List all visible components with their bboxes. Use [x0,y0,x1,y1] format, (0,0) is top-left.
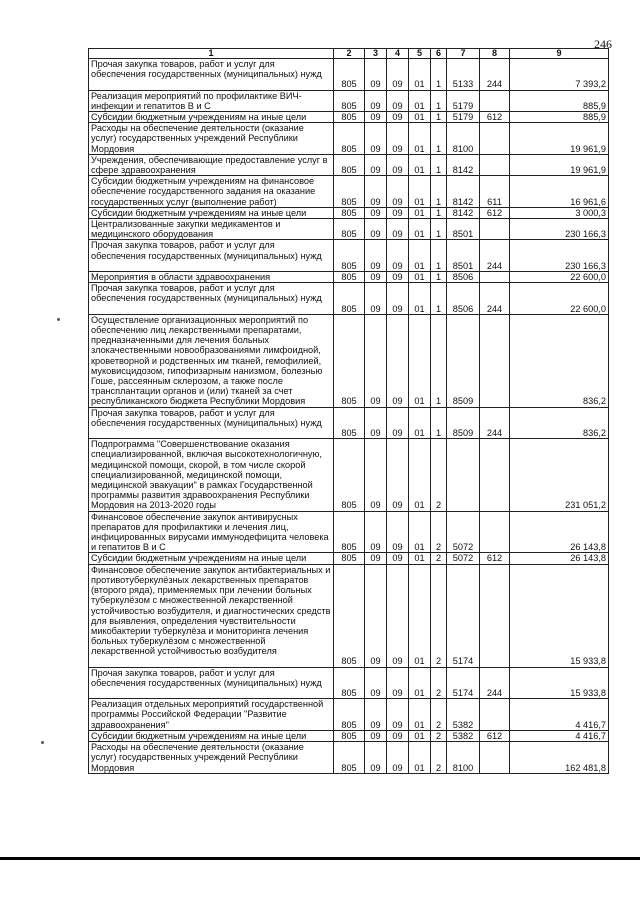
row-description: Финансовое обеспечение закупок антибактериальных и противотуберкулёзных лекарственных препаратов (второго ряда), применяемых при лечении больных туберкулёзом с множественной лекарственной устойчивостью возбудителя, и диагностических средств для выявления, определения чувствительности микобактерии туберкулёза и мониторинга лечения больных туберкулёзом с множественной лекарственной устойчивостью возбудителя [89,564,334,667]
row-code: 09 [387,123,409,155]
table-row [89,154,609,175]
row-code: 09 [387,219,409,240]
row-amount: 15 933,8 [510,564,609,667]
table-row [89,730,609,741]
scan-speck [57,318,60,321]
row-code: 09 [365,699,387,731]
row-code: 2 [431,564,447,667]
table-row [89,742,609,774]
column-header: 8 [480,49,510,59]
page-bottom-rule [0,857,640,860]
table-row [89,553,609,564]
row-code: 09 [387,742,409,774]
row-description: Осуществление организационных мероприятий по обеспечению лиц лекарственными препаратами, предназначенными для лечения больных злокачественными новообразованиями лимфоидной, кроветворной и родственных им тканей, гемофилией, муковисцидозом, гипофизарным нанизмом, болезнью Гоше, рассеянным склерозом, а также после трансплантации органов и (или) тканей за счет республиканского бюджета Республики Мордовия [89,314,334,407]
row-code: 1 [431,123,447,155]
row-code: 805 [334,90,365,111]
row-code: 5133 [447,59,480,91]
row-amount: 19 961,9 [510,123,609,155]
row-code: 09 [387,59,409,91]
row-code: 09 [387,407,409,439]
row-code: 1 [431,154,447,175]
row-code: 2 [431,439,447,511]
row-code: 1 [431,219,447,240]
table-row [89,219,609,240]
table-row [89,283,609,315]
row-amount: 231 051,2 [510,439,609,511]
row-code: 1 [431,283,447,315]
row-code: 805 [334,407,365,439]
row-code: 09 [387,667,409,699]
row-code: 805 [334,564,365,667]
row-code: 09 [365,553,387,564]
row-amount: 19 961,9 [510,154,609,175]
row-code: 805 [334,314,365,407]
row-code: 805 [334,742,365,774]
row-code: 5382 [447,730,480,741]
column-header: 9 [510,49,609,59]
row-code: 09 [365,176,387,208]
scan-speck [41,741,44,744]
column-header: 1 [89,49,334,59]
row-code: 09 [387,283,409,315]
row-code: 09 [365,564,387,667]
row-code: 01 [409,112,431,123]
row-code [480,742,510,774]
row-amount: 4 416,7 [510,730,609,741]
table-row [89,564,609,667]
row-code: 09 [365,59,387,91]
row-code: 8142 [447,207,480,218]
row-code: 805 [334,123,365,155]
row-code: 01 [409,123,431,155]
column-header: 3 [365,49,387,59]
row-code: 5072 [447,511,480,553]
row-code: 1 [431,90,447,111]
row-code: 01 [409,439,431,511]
row-code: 805 [334,112,365,123]
row-code: 09 [365,112,387,123]
row-code: 805 [334,699,365,731]
row-code: 09 [387,699,409,731]
column-header: 7 [447,49,480,59]
row-code: 1 [431,59,447,91]
row-code: 8142 [447,176,480,208]
row-code: 1 [431,112,447,123]
row-code [447,439,480,511]
row-code: 2 [431,553,447,564]
row-code: 09 [387,272,409,283]
row-code: 244 [480,283,510,315]
row-code: 09 [387,439,409,511]
table-row [89,272,609,283]
row-code: 805 [334,439,365,511]
column-header: 6 [431,49,447,59]
table-header-row [89,49,609,59]
row-amount: 26 143,8 [510,553,609,564]
table-row [89,176,609,208]
row-amount: 885,9 [510,112,609,123]
row-amount: 836,2 [510,407,609,439]
row-description: Реализация отдельных мероприятий государственной программы Российской Федерации "Развитие здравоохранения" [89,699,334,731]
row-code: 805 [334,207,365,218]
row-description: Прочая закупка товаров, работ и услуг для обеспечения государственных (муниципальных) нужд [89,407,334,439]
table-row [89,123,609,155]
row-description: Финансовое обеспечение закупок антивирусных препаратов для профилактики и лечения лиц, инфицированных вирусами иммунодефицита человека и гепатитов В и С [89,511,334,553]
row-code: 8100 [447,123,480,155]
row-description: Субсидии бюджетным учреждениям на иные цели [89,207,334,218]
table-row [89,207,609,218]
row-code: 805 [334,730,365,741]
row-code: 805 [334,511,365,553]
row-code: 612 [480,553,510,564]
row-description: Прочая закупка товаров, работ и услуг для обеспечения государственных (муниципальных) нужд [89,59,334,91]
row-code: 805 [334,154,365,175]
row-amount: 15 933,8 [510,667,609,699]
row-code: 805 [334,283,365,315]
row-code: 5072 [447,553,480,564]
row-code: 09 [365,439,387,511]
row-code: 8506 [447,283,480,315]
row-code: 09 [387,154,409,175]
row-code: 01 [409,59,431,91]
row-code: 09 [387,176,409,208]
row-description: Прочая закупка товаров, работ и услуг для обеспечения государственных (муниципальных) нужд [89,283,334,315]
row-amount: 162 481,8 [510,742,609,774]
row-code: 5382 [447,699,480,731]
row-code: 805 [334,272,365,283]
row-code: 244 [480,240,510,272]
row-code: 09 [387,511,409,553]
table-row [89,439,609,511]
row-code: 01 [409,283,431,315]
row-code: 09 [387,90,409,111]
row-amount: 22 600,0 [510,283,609,315]
row-description: Мероприятия в области здравоохранения [89,272,334,283]
row-description: Субсидии бюджетным учреждениям на иные цели [89,112,334,123]
row-description: Расходы на обеспечение деятельности (оказание услуг) государственных учреждений Республики Мордовия [89,123,334,155]
row-code: 2 [431,730,447,741]
row-code: 01 [409,730,431,741]
row-amount: 885,9 [510,90,609,111]
row-code: 09 [365,314,387,407]
row-code [480,699,510,731]
row-code: 8142 [447,154,480,175]
row-description: Субсидии бюджетным учреждениям на финансовое обеспечение государственного задания на оказание государственных услуг (выполнение работ) [89,176,334,208]
table-row [89,314,609,407]
row-code: 1 [431,207,447,218]
row-code: 8509 [447,407,480,439]
row-code: 01 [409,314,431,407]
row-code: 8100 [447,742,480,774]
row-code: 8501 [447,219,480,240]
column-header: 5 [409,49,431,59]
row-code: 01 [409,564,431,667]
row-code: 805 [334,667,365,699]
row-code: 612 [480,730,510,741]
budget-table [88,48,609,774]
row-code: 5174 [447,667,480,699]
row-amount: 4 416,7 [510,699,609,731]
table-row [89,59,609,91]
row-code [480,90,510,111]
row-code: 09 [365,90,387,111]
row-description: Подпрограмма "Совершенствование оказания специализированной, включая высокотехнологичную, медицинской помощи, скорой, в том числе скорой специализированной, медицинской помощи, медицинской эвакуации" в рамках Государственной программы развития здравоохранения Республики Мордовия на 2013-2020 годы [89,439,334,511]
row-code: 5174 [447,564,480,667]
row-amount: 22 600,0 [510,272,609,283]
row-code [480,511,510,553]
row-code: 805 [334,553,365,564]
row-code: 09 [387,240,409,272]
row-code: 805 [334,219,365,240]
row-code: 09 [387,564,409,667]
row-code: 805 [334,240,365,272]
row-code: 09 [365,207,387,218]
row-code: 1 [431,314,447,407]
row-code: 09 [365,240,387,272]
row-description: Прочая закупка товаров, работ и услуг для обеспечения государственных (муниципальных) нужд [89,667,334,699]
row-code: 5179 [447,112,480,123]
row-description: Учреждения, обеспечивающие предоставление услуг в сфере здравоохранения [89,154,334,175]
row-amount: 230 166,3 [510,240,609,272]
row-code: 01 [409,742,431,774]
row-description: Субсидии бюджетным учреждениям на иные цели [89,553,334,564]
page-number: 246 [594,37,612,51]
row-amount: 26 143,8 [510,511,609,553]
row-code [480,219,510,240]
table-row [89,667,609,699]
row-code: 244 [480,59,510,91]
row-code: 01 [409,667,431,699]
row-code: 5179 [447,90,480,111]
row-code [480,154,510,175]
row-code: 09 [365,742,387,774]
row-code: 611 [480,176,510,208]
row-code: 612 [480,112,510,123]
column-header: 2 [334,49,365,59]
row-code: 01 [409,553,431,564]
row-code: 09 [365,123,387,155]
table-row [89,90,609,111]
table-row [89,511,609,553]
row-description: Субсидии бюджетным учреждениям на иные цели [89,730,334,741]
table-row [89,112,609,123]
row-code: 805 [334,59,365,91]
row-code: 2 [431,667,447,699]
row-amount: 3 000,3 [510,207,609,218]
row-code: 612 [480,207,510,218]
row-code: 09 [365,730,387,741]
row-code: 8501 [447,240,480,272]
row-code: 09 [365,283,387,315]
row-code: 2 [431,742,447,774]
row-amount: 16 961,6 [510,176,609,208]
row-code: 09 [387,112,409,123]
table-row [89,407,609,439]
row-code: 1 [431,176,447,208]
row-code [480,123,510,155]
row-code: 09 [365,154,387,175]
row-code: 2 [431,511,447,553]
row-code: 805 [334,176,365,208]
row-code: 09 [365,219,387,240]
row-description: Централизованные закупки медикаментов и медицинского оборудования [89,219,334,240]
row-code: 2 [431,699,447,731]
row-code: 01 [409,272,431,283]
row-code [480,272,510,283]
table-row [89,240,609,272]
column-header: 4 [387,49,409,59]
row-code: 09 [387,207,409,218]
row-code: 01 [409,699,431,731]
row-code: 01 [409,176,431,208]
row-code: 01 [409,154,431,175]
row-code [480,314,510,407]
row-code: 01 [409,407,431,439]
row-code: 8509 [447,314,480,407]
row-code: 09 [365,407,387,439]
row-code: 01 [409,90,431,111]
row-code: 01 [409,219,431,240]
row-amount: 7 393,2 [510,59,609,91]
row-code: 09 [387,314,409,407]
row-code: 09 [387,553,409,564]
table-body [89,59,609,774]
row-code: 09 [365,667,387,699]
row-code: 1 [431,272,447,283]
row-code: 01 [409,207,431,218]
row-code: 01 [409,240,431,272]
row-amount: 836,2 [510,314,609,407]
row-code: 8506 [447,272,480,283]
row-description: Реализация мероприятий по профилактике ВИЧ-инфекции и гепатитов В и С [89,90,334,111]
row-description: Прочая закупка товаров, работ и услуг для обеспечения государственных (муниципальных) нужд [89,240,334,272]
row-code: 09 [365,272,387,283]
row-code: 09 [365,511,387,553]
row-code: 01 [409,511,431,553]
row-code [480,439,510,511]
row-code: 1 [431,240,447,272]
row-code: 1 [431,407,447,439]
table-row [89,699,609,731]
row-amount: 230 166,3 [510,219,609,240]
row-description: Расходы на обеспечение деятельности (оказание услуг) государственных учреждений Республики Мордовия [89,742,334,774]
row-code: 244 [480,407,510,439]
row-code: 244 [480,667,510,699]
row-code: 09 [387,730,409,741]
row-code [480,564,510,667]
